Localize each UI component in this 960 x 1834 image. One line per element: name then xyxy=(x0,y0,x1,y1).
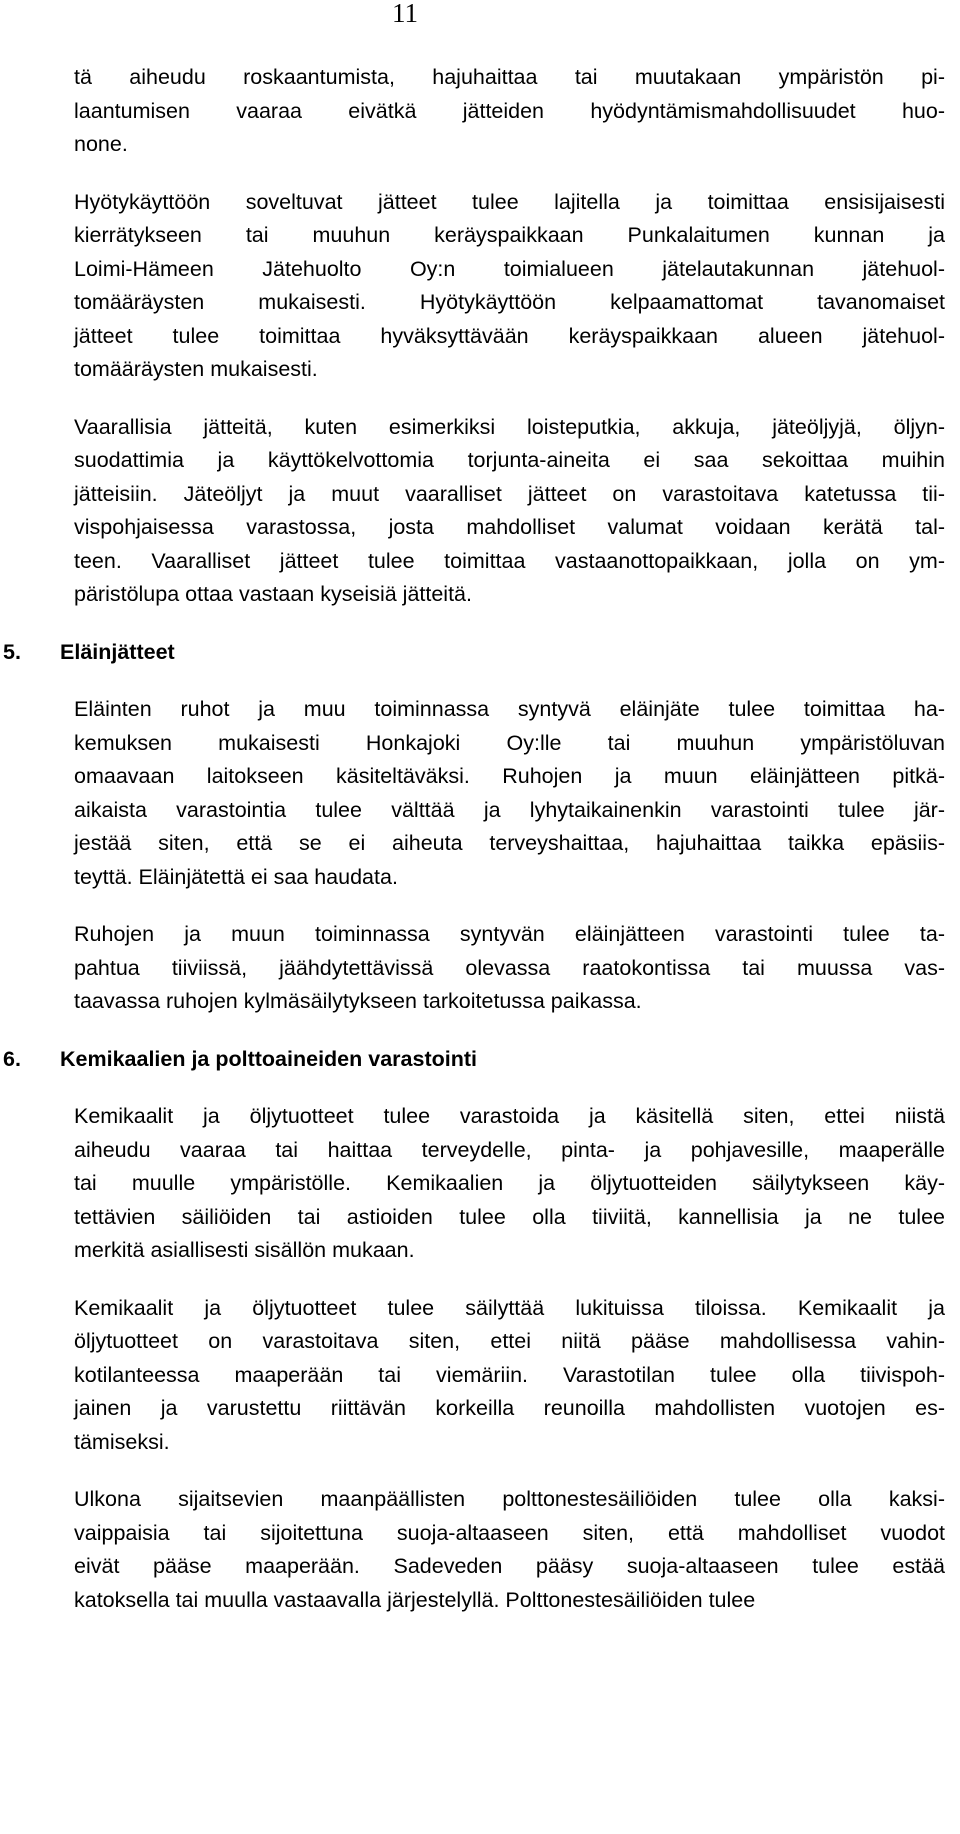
text-line: öljytuotteet on varastoitava siten, ettei niitä pääse mahdollisessa vahin- xyxy=(74,1329,945,1353)
block-gap xyxy=(74,669,945,693)
text-line: kemuksen mukaisesti Honkajoki Oy:lle tai muuhun ympäristöluvan xyxy=(74,730,945,755)
section-title: Kemikaalien ja polttoaineiden varastointi xyxy=(60,1046,477,1071)
document-body xyxy=(3,61,945,1617)
text-line: tettävien säiliöiden tai astioiden tulee olla tiiviitä, kannellisia ja ne tulee xyxy=(74,1204,945,1229)
block-gap xyxy=(74,1076,945,1100)
text-line: Eläinten ruhot ja muu toiminnassa syntyvä eläinjäte tulee toimittaa ha- xyxy=(74,697,945,721)
text-line: laantumisen vaaraa eivätkä jätteiden hyödyntämismahdollisuudet huo- xyxy=(74,98,945,123)
section-number: 6. xyxy=(3,1046,21,1071)
block-gap xyxy=(74,1019,945,1043)
text-line: Hyötykäyttöön soveltuvat jätteet tulee lajitella ja toimittaa ensisijaisesti xyxy=(74,189,945,214)
paragraph xyxy=(74,1292,945,1460)
text-line: Vaarallisia jätteitä, kuten esimerkiksi loisteputkia, akkuja, jäteöljyjä, öljyn- xyxy=(74,414,945,439)
text-line: katoksella tai muulla vastaavalla järjestelyllä. Polttonestesäiliöiden tulee xyxy=(74,1587,756,1612)
text-line: Kemikaalit ja öljytuotteet tulee säilyttää lukituissa tiloissa. Kemikaalit ja xyxy=(74,1295,945,1320)
text-line: Kemikaalit ja öljytuotteet tulee varastoida ja käsitellä siten, ettei niistä xyxy=(74,1104,945,1128)
text-line: Loimi-Hämeen Jätehuolto Oy:n toimialueen jätelautakunnan jätehuol- xyxy=(74,256,945,281)
block-gap xyxy=(74,1268,945,1292)
text-line: tai muulle ympäristölle. Kemikaalien ja öljytuotteiden säilytykseen käy- xyxy=(74,1171,945,1195)
text-line: teyttä. Eläinjätettä ei saa haudata. xyxy=(74,864,398,889)
text-line: kotilanteessa maaperään tai viemäriin. Varastotilan tulee olla tiivispoh- xyxy=(74,1362,945,1387)
paragraph xyxy=(74,693,945,894)
text-line: none. xyxy=(74,132,128,156)
text-line: tä aiheudu roskaantumista, hajuhaittaa tai muutakaan ympäristön pi- xyxy=(74,65,945,89)
text-line: aiheudu vaaraa tai haittaa terveydelle, pinta- ja pohjavesille, maaperälle xyxy=(74,1137,945,1162)
text-line: Ruhojen ja muun toiminnassa syntyvän eläinjätteen varastointi tulee ta- xyxy=(74,922,945,946)
text-line: pahtua tiiviissä, jäähdytettävissä olevassa raatokontissa tai muussa vas- xyxy=(74,955,945,980)
text-line: jätteet tulee toimittaa hyväksyttävään keräyspaikkaan alueen jätehuol- xyxy=(74,323,945,348)
text-line: teen. Vaaralliset jätteet tulee toimittaa vastaanottopaikkaan, jolla on ym- xyxy=(74,548,945,573)
section-number: 5. xyxy=(3,639,21,664)
text-line: vispohjaisessa varastossa, josta mahdolliset valumat voidaan kerätä tal- xyxy=(74,515,945,539)
text-line: eivät pääse maaperään. Sadeveden pääsy suoja-altaaseen tulee estää xyxy=(74,1554,945,1578)
text-line: jätteisiin. Jäteöljyt ja muut vaaralliset jätteet on varastoitava katetussa tii- xyxy=(74,481,945,506)
paragraph xyxy=(74,1100,945,1268)
block-gap xyxy=(74,387,945,411)
paragraph xyxy=(74,61,945,162)
section-title: Eläinjätteet xyxy=(60,639,175,664)
text-line: taavassa ruhojen kylmäsäilytykseen tarkoitetussa paikassa. xyxy=(74,989,642,1013)
block-gap xyxy=(74,162,945,186)
paragraph xyxy=(74,918,945,1019)
text-line: omaavaan laitokseen käsiteltäväksi. Ruhojen ja muun eläinjätteen pitkä- xyxy=(74,764,945,788)
text-line: vaippaisia tai sijoitettuna suoja-altaaseen siten, että mahdolliset vuodot xyxy=(74,1520,945,1545)
text-line: tomääräysten mukaisesti. Hyötykäyttöön kelpaamattomat tavanomaiset xyxy=(74,290,945,314)
block-gap xyxy=(74,612,945,636)
text-line: Ulkona sijaitsevien maanpäällisten polttonestesäiliöiden tulee olla kaksi- xyxy=(74,1487,945,1511)
text-line: tomääräysten mukaisesti. xyxy=(74,357,318,381)
section-heading xyxy=(3,1043,874,1077)
text-line: jainen ja varustettu riittävän korkeilla reunoilla mahdollisten vuotojen es- xyxy=(74,1396,945,1420)
text-line: aikaista varastointia tulee välttää ja lyhytaikainenkin varastointi tulee jär- xyxy=(74,797,945,822)
paragraph xyxy=(74,186,945,387)
text-line: kierrätykseen tai muuhun keräyspaikkaan Punkalaitumen kunnan ja xyxy=(74,223,945,247)
section-heading xyxy=(3,636,874,670)
block-gap xyxy=(74,1459,945,1483)
text-line: jestää siten, että se ei aiheuta terveyshaittaa, hajuhaittaa taikka epäsiis- xyxy=(74,831,945,855)
paragraph xyxy=(74,411,945,612)
page-number: 11 xyxy=(392,0,418,28)
block-gap xyxy=(74,894,945,918)
text-line: merkitä asiallisesti sisällön mukaan. xyxy=(74,1238,415,1262)
paragraph xyxy=(74,1483,945,1617)
text-line: päristölupa ottaa vastaan kyseisiä jätteitä. xyxy=(74,582,472,606)
text-line: suodattimia ja käyttökelvottomia torjunta-aineita ei saa sekoittaa muihin xyxy=(74,448,945,472)
text-line: tämiseksi. xyxy=(74,1429,170,1454)
